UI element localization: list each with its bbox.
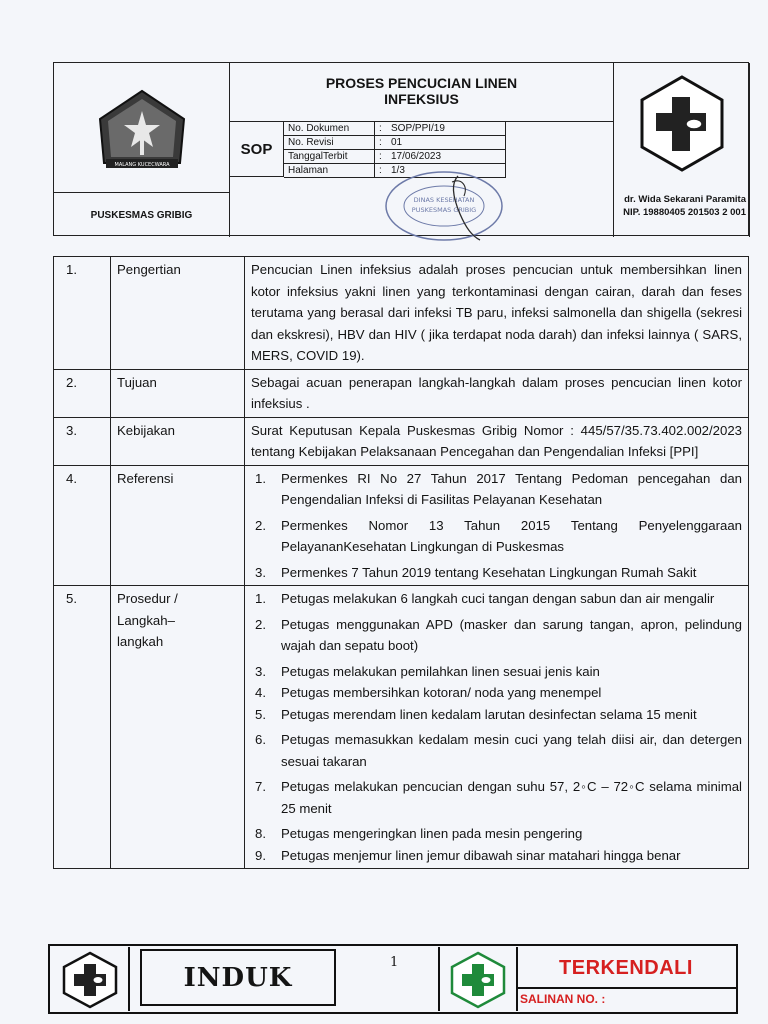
signer-name: dr. Wida Sekarani Paramita [624, 194, 746, 205]
list-item: 8. Petugas mengeringkan linen pada mesin pengering [255, 826, 583, 841]
list-item: 4. Petugas membersihkan kotoran/ noda yang menempel [255, 685, 602, 700]
signer-nip: NIP. 19880405 201503 2 001 [623, 207, 746, 218]
section-label: Referensi [111, 465, 245, 586]
section-row [54, 417, 749, 465]
section-number: 4. [54, 465, 111, 586]
doc-info-value: 17/06/2023 [387, 150, 506, 164]
section-text: Pencucian Linen infeksius adalah proses pencucian untuk membersihkan linen kotor infeksius yakni linen yang terkontaminasi dengan cairan, darah dan feses terutama yang berasal dari infeksi TB paru, infeksi salmonella dan shigella (sekresi dan ekskresi), HBV dan HIV ( jika terdapat noda darah) dan infeksi lainnya ( SARS, MERS, COVID 19). [245, 257, 749, 370]
title-line-2: INFEKSIUS [384, 91, 459, 107]
reference-list [251, 468, 742, 584]
puskesmas-logo-icon [440, 947, 516, 1011]
doc-info-row [284, 122, 614, 136]
doc-info-colon: : [375, 150, 388, 164]
doc-info-colon: : [375, 164, 388, 178]
doc-info-key: No. Revisi [284, 136, 375, 150]
section-row [54, 257, 749, 370]
section-number: 2. [54, 369, 111, 417]
doc-info-value: 01 [387, 136, 506, 150]
section-number: 1. [54, 257, 111, 370]
right-logo-cell [614, 63, 750, 237]
footer-logo-left [52, 947, 130, 1011]
section-row [54, 465, 749, 586]
doc-info-key: TanggalTerbit [284, 150, 375, 164]
doc-info-row [284, 136, 614, 150]
section-row [54, 586, 749, 869]
list-item: 3. Petugas melakukan pemilahkan linen sesuai jenis kain [255, 663, 600, 679]
section-row [54, 369, 749, 417]
stamp-line-1: DINAS KESEHATAN [413, 196, 475, 204]
section-label: Tujuan [111, 369, 245, 417]
list-item: 2. Permenkes Nomor 13 Tahun 2015 Tentang Penyelenggaraan PelayananKesehatan Lingkungan di Puskesmas [255, 517, 742, 554]
procedure-list [251, 588, 742, 866]
section-text: Sebagai acuan penerapan langkah-langkah dalam proses pencucian linen kotor infeksius . [245, 369, 749, 417]
signer-block [620, 193, 746, 219]
doc-info-key: No. Dokumen [284, 122, 375, 136]
sop-label: SOP [230, 121, 284, 177]
section-number: 5. [54, 586, 111, 869]
title-line-1: PROSES PENCUCIAN LINEN [325, 75, 518, 91]
list-item: 9. Petugas menjemur linen jemur dibawah sinar matahari hingga benar [255, 847, 681, 863]
stamp-line-2: PUSKESMAS GRIBIG [411, 206, 477, 214]
copy-number-label: SALINAN NO. : [520, 992, 606, 1006]
document-title [230, 75, 613, 107]
doc-info-value: 1/3 [387, 164, 506, 178]
footer-logo-right [438, 947, 518, 1011]
doc-info-colon: : [375, 122, 388, 136]
list-item: 5. Petugas merendam linen kedalam larutan desinfectan selama 15 menit [255, 706, 697, 722]
induk-label: INDUK [140, 949, 336, 1006]
section-number: 3. [54, 417, 111, 465]
list-item: 7. Petugas melakukan pencucian dengan suhu 57, 2◦C – 72◦C selama minimal 25 menit [255, 779, 742, 816]
sop-content-table [53, 256, 749, 869]
official-stamp-icon [380, 170, 510, 245]
list-item: 1. Petugas melakukan 6 langkah cuci tangan dengan sabun dan air mengalir [255, 591, 715, 606]
doc-info-value: SOP/PPI/19 [387, 122, 506, 136]
puskesmas-logo-icon [614, 63, 750, 183]
list-item: 1. Permenkes RI No 27 Tahun 2017 Tentang Pedoman pencegahan dan Pengendalian Infeksi di Fasilitas Pelayanan Kesehatan [255, 470, 742, 507]
emblem-caption: MALANG KUCECWARA [114, 162, 170, 168]
list-item: 6. Petugas memasukkan kedalam mesin cuci yang telah diisi air, dan detergen sesuai takaran [255, 732, 742, 769]
malang-city-emblem-icon [54, 63, 230, 193]
list-item: 3. Permenkes 7 Tahun 2019 tentang Kesehatan Lingkungan Rumah Sakit [255, 564, 697, 580]
doc-info-key: Halaman [284, 164, 375, 178]
doc-info-colon: : [375, 136, 388, 150]
puskesmas-logo-icon [52, 947, 128, 1011]
page-number: 1 [390, 955, 399, 970]
section-label: Prosedur / Langkah– langkah [111, 586, 245, 869]
section-label: Kebijakan [111, 417, 245, 465]
terkendali-label: TERKENDALI [516, 949, 736, 989]
list-item: 2. Petugas menggunakan APD (masker dan sarung tangan, apron, pelindung wajah dan sepatu boot) [255, 616, 742, 653]
section-label: Pengertian [111, 257, 245, 370]
section-text: Surat Keputusan Kepala Puskesmas Gribig Nomor : 445/57/35.73.402.002/2023 tentang Kebijakan Pelaksanaan Pencegahan dan Pengendalian Infeksi [PPI] [245, 417, 749, 465]
doc-info-row [284, 150, 614, 164]
org-name: PUSKESMAS GRIBIG [54, 193, 230, 237]
left-logo-cell [54, 63, 230, 193]
